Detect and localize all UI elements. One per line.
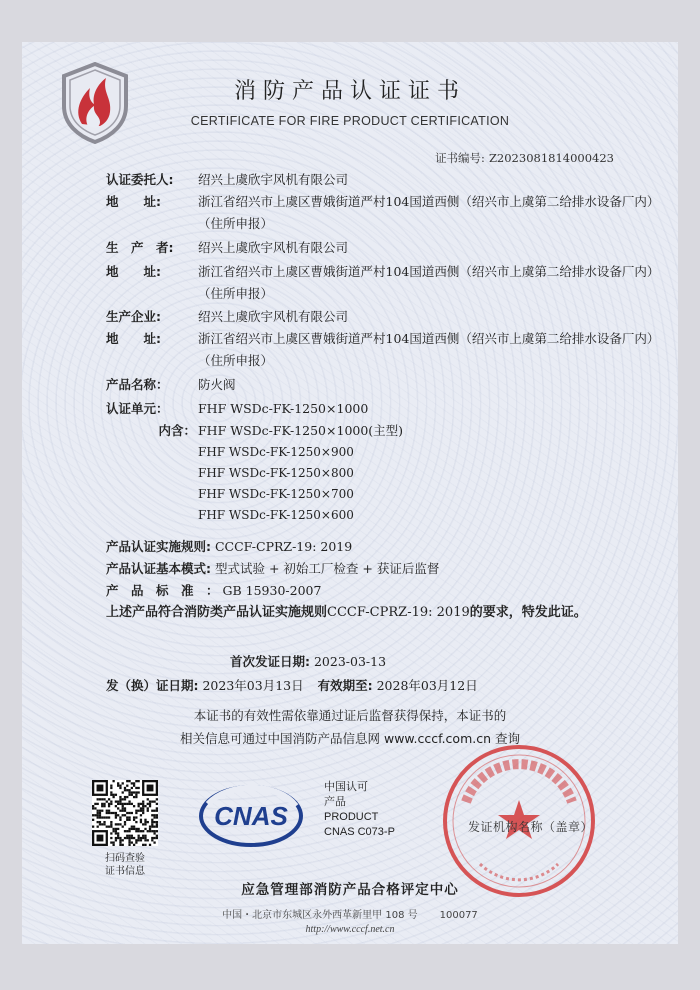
notice-line: 本证书的有效性需依靠通过证后监督获得保持，本证书的 — [193, 708, 507, 723]
certification-unit-label: 认证单元： — [106, 401, 169, 416]
certification-rule-value: CCCF-CPRZ-19: 2019 — [214, 539, 353, 554]
certification-rule-row — [106, 536, 352, 557]
issuer-name-label: 发证机构名称（盖章） — [468, 820, 594, 834]
manufacturer-row — [106, 306, 348, 327]
statement-suffix: 的要求，特发此证。 — [469, 605, 587, 620]
certification-unit-row — [106, 398, 368, 419]
product-standard-value: GB 15930-2007 — [222, 583, 322, 598]
qr-code[interactable] — [92, 780, 158, 846]
certification-mode-value: 型式试验 + 初始工厂检查 + 获证后监督 — [214, 561, 440, 576]
manufacturer-address-row — [106, 328, 662, 372]
qr-caption-line: 证书信息 — [105, 866, 145, 877]
applicant-address-label: 地 址: — [106, 194, 161, 209]
authority-address-text: 中国・北京市东城区永外西革新里甲 108 号 — [222, 910, 418, 921]
product-standard-row — [106, 580, 321, 601]
includes-label: 内含： — [158, 423, 196, 438]
issue-date-value: 2023年03月13日 — [202, 678, 304, 693]
qr-caption — [92, 852, 158, 878]
producer-address-value: 浙江省绍兴市上虞区曹娥街道严村104国道西侧（绍兴市上虞第二给排水设备厂内）（住所申报） — [198, 264, 660, 301]
includes-row — [106, 420, 403, 441]
first-issue-date-label: 首次发证日期: — [230, 654, 310, 669]
certificate-number-value: Z2023081814000423 — [488, 151, 614, 165]
valid-until-label: 有效期至: — [317, 678, 373, 693]
authority-website-link[interactable]: http://www.cccf.net.cn — [305, 924, 395, 935]
issue-validity-dates — [106, 676, 478, 694]
statement-prefix: 上述产品符合消防类产品认证实施规则 — [106, 605, 328, 620]
model-item: FHF WSDc-FK-1250×600 — [198, 508, 354, 522]
applicant-address-row — [106, 191, 662, 235]
cnas-logo-text: CNAS — [214, 801, 288, 831]
producer-address-row — [106, 261, 662, 305]
product-name-row — [106, 374, 236, 395]
authority-postcode: 100077 — [439, 910, 478, 921]
certificate-title-english: CERTIFICATE FOR FIRE PRODUCT CERTIFICATION — [190, 114, 510, 128]
first-issue-date-value: 2023-03-13 — [313, 654, 387, 669]
conformity-statement — [106, 602, 618, 624]
authority-address — [22, 906, 678, 921]
statement-rule-code: CCCF-CPRZ-19: 2019 — [327, 605, 470, 620]
valid-until-value: 2028年03月12日 — [376, 678, 478, 693]
issuing-authority: 应急管理部消防产品合格评定中心 — [241, 882, 459, 898]
issue-date-label: 发（换）证日期: — [106, 678, 199, 693]
cnas-line: PRODUCT — [324, 811, 379, 823]
qr-caption-line: 扫码查验 — [105, 853, 145, 864]
cnas-line: 中国认可 — [324, 781, 368, 793]
manufacturer-address-value: 浙江省绍兴市上虞区曹娥街道严村104国道西侧（绍兴市上虞第二给排水设备厂内）（住所申报） — [198, 331, 660, 368]
model-item: FHF WSDc-FK-1250×1000(主型) — [198, 423, 404, 438]
manufacturer-address-label: 地 址: — [106, 331, 161, 346]
product-name-label: 产品名称： — [106, 377, 169, 392]
manufacturer-label: 生产企业: — [106, 309, 161, 324]
model-item: FHF WSDc-FK-1250×800 — [198, 466, 354, 480]
cnas-line: CNAS C073-P — [324, 826, 395, 838]
manufacturer-value: 绍兴上虞欣宇风机有限公司 — [198, 309, 349, 324]
cnas-line: 产品 — [324, 796, 346, 808]
first-issue-date — [230, 652, 386, 670]
producer-label: 生 产 者: — [106, 240, 174, 255]
model-item: FHF WSDc-FK-1250×900 — [198, 445, 354, 459]
cnas-logo — [198, 784, 304, 848]
certificate-title: 消防产品认证证书 — [233, 79, 466, 104]
certificate-sheet — [22, 42, 678, 944]
producer-value: 绍兴上虞欣宇风机有限公司 — [198, 240, 349, 255]
cnas-accreditation-text — [324, 780, 395, 840]
product-standard-label: 产 品 标 准 ： — [106, 583, 219, 598]
applicant-value: 绍兴上虞欣宇风机有限公司 — [198, 172, 349, 187]
model-item: FHF WSDc-FK-1250×700 — [198, 487, 354, 501]
applicant-address-value: 浙江省绍兴市上虞区曹娥街道严村104国道西侧（绍兴市上虞第二给排水设备厂内）（住所申报） — [198, 194, 660, 231]
notice-line: 相关信息可通过中国消防产品信息网 www.cccf.com.cn 查询 — [180, 731, 520, 746]
certificate-number — [435, 150, 614, 166]
certification-unit-value: FHF WSDc-FK-1250×1000 — [198, 401, 369, 416]
product-name-value: 防火阀 — [198, 377, 236, 392]
model-list — [198, 442, 354, 526]
certification-rule-label: 产品认证实施规则: — [106, 539, 211, 554]
certificate-number-label: 证书编号: — [435, 151, 485, 165]
applicant-label: 认证委托人: — [106, 172, 174, 187]
certification-mode-label: 产品认证基本模式: — [106, 561, 211, 576]
certification-mode-row — [106, 558, 439, 579]
applicant-row — [106, 169, 348, 190]
producer-address-label: 地 址: — [106, 264, 161, 279]
producer-row — [106, 237, 348, 258]
